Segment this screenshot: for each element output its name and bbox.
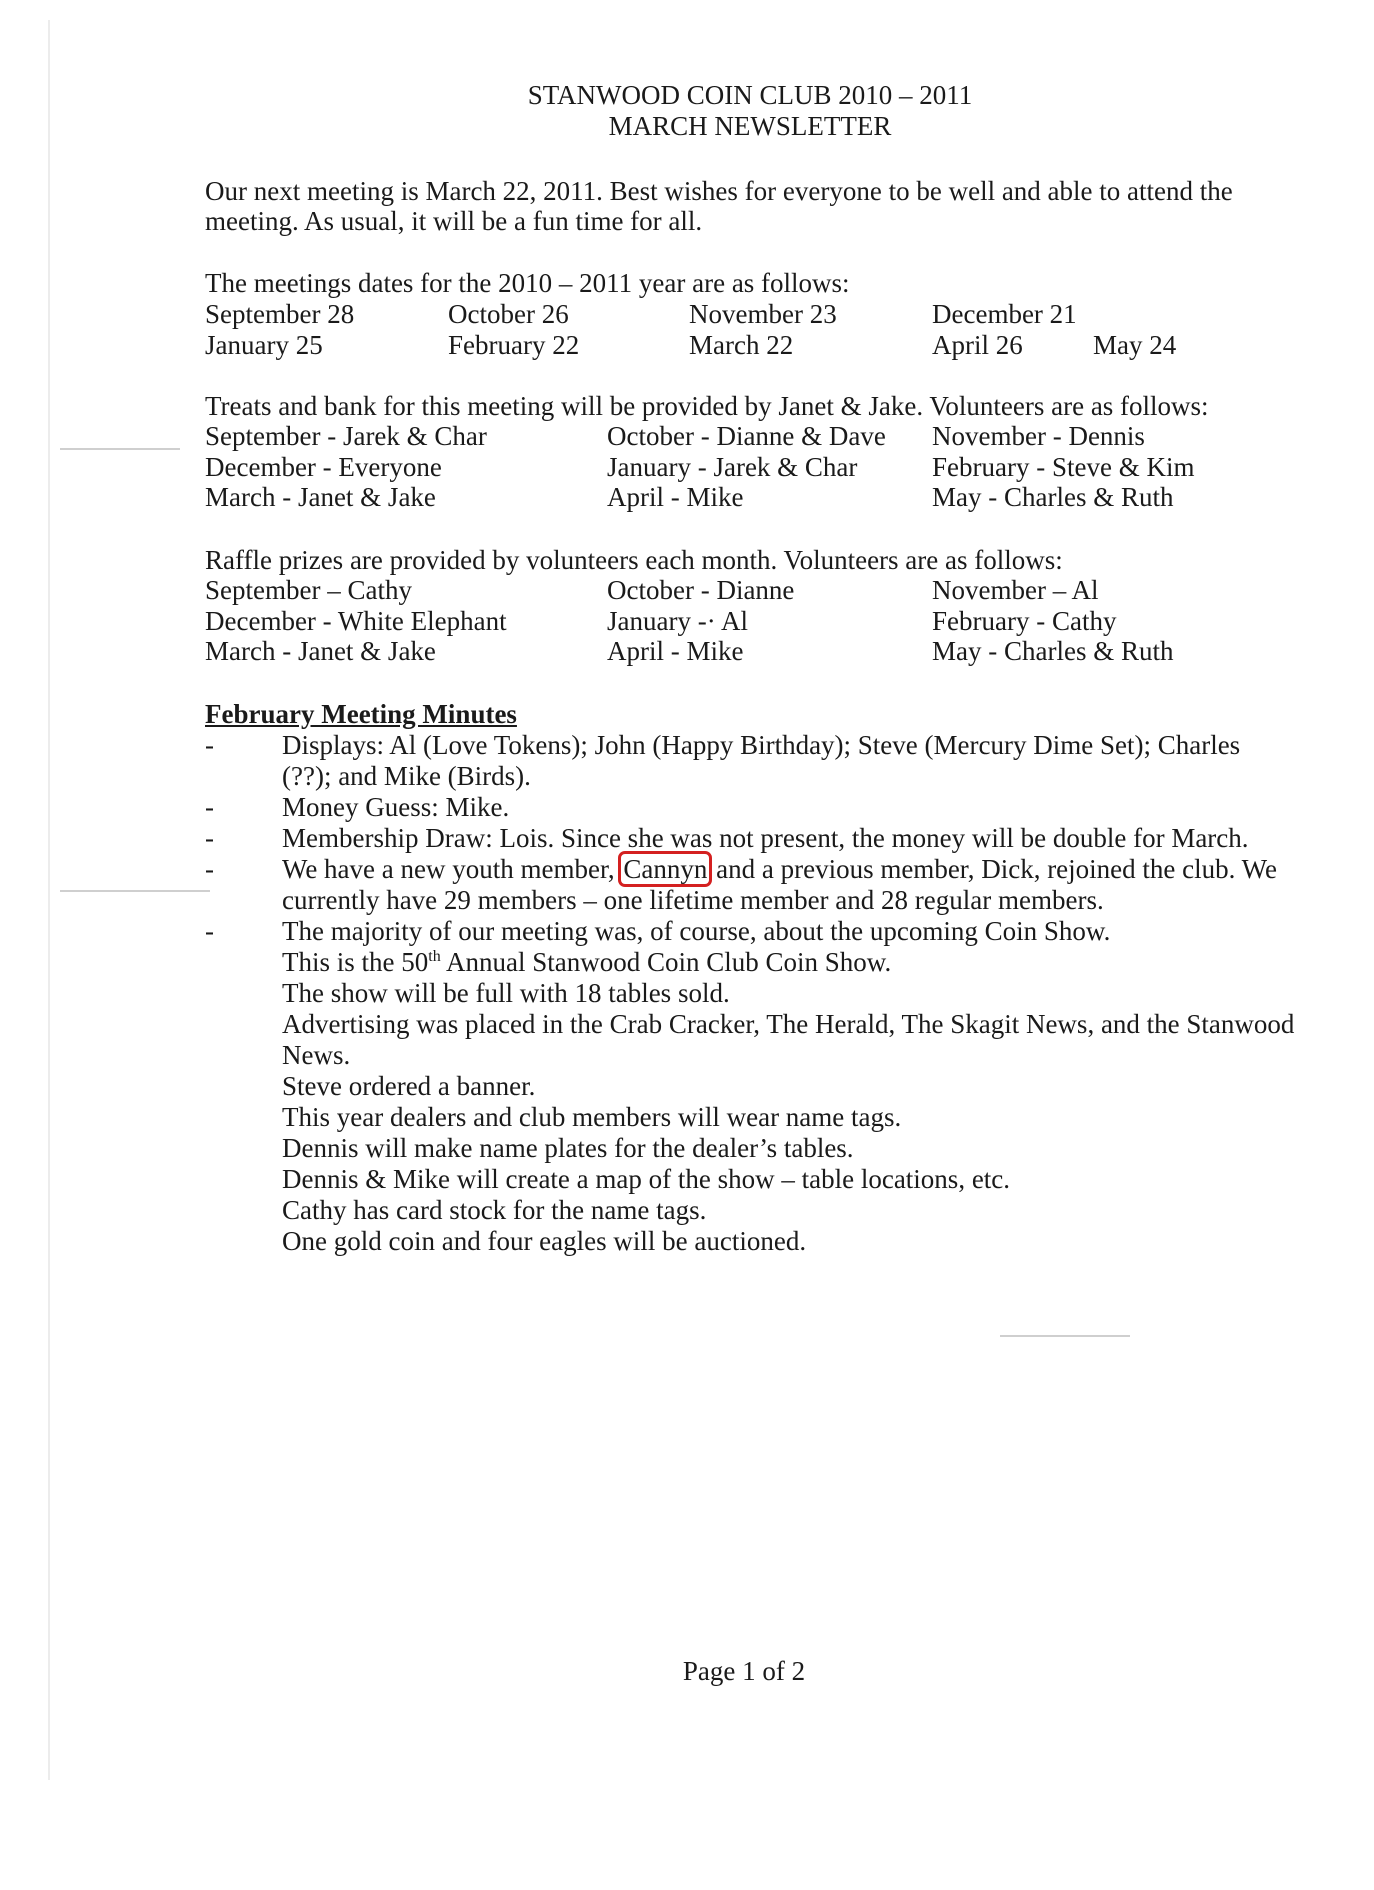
- meeting-date: January 25: [205, 330, 323, 360]
- meeting-date: October 26: [448, 299, 569, 329]
- raffle-volunteer: November – Al: [932, 575, 1099, 605]
- meeting-date: November 23: [689, 299, 837, 329]
- treats-volunteer: February - Steve & Kim: [932, 452, 1195, 482]
- bullet-dash: -: [205, 792, 214, 822]
- treats-volunteer: September - Jarek & Char: [205, 421, 487, 451]
- ordinal-suffix: th: [428, 948, 441, 965]
- raffle-volunteer: September – Cathy: [205, 575, 412, 605]
- minutes-item: Advertising was placed in the Crab Cracker, The Herald, The Skagit News, and the Stanwood: [282, 1009, 1295, 1039]
- treats-volunteer: December - Everyone: [205, 452, 442, 482]
- raffle-volunteer: January -· Al: [607, 606, 748, 636]
- meetings-intro: The meetings dates for the 2010 – 2011 year are as follows:: [205, 268, 850, 298]
- treats-volunteer: November - Dennis: [932, 421, 1145, 451]
- member-text: We have a new youth member,: [282, 854, 622, 884]
- minutes-item: Displays: Al (Love Tokens); John (Happy Birthday); Steve (Mercury Dime Set); Charles: [282, 730, 1241, 760]
- show-text: This is the 50: [282, 947, 429, 977]
- raffle-volunteer: February - Cathy: [932, 606, 1117, 636]
- treats-volunteer: October - Dianne & Dave: [607, 421, 886, 451]
- member-text: and a previous member, Dick, rejoined the club. We: [709, 854, 1277, 884]
- intro-line: meeting. As usual, it will be a fun time for all.: [205, 206, 703, 236]
- treats-intro: Treats and bank for this meeting will be provided by Janet & Jake. Volunteers are as follows:: [205, 391, 1209, 421]
- bleed-through-line: [60, 890, 210, 892]
- bleed-through-line: [60, 448, 180, 450]
- minutes-item: One gold coin and four eagles will be auctioned.: [282, 1226, 807, 1256]
- minutes-item: Membership Draw: Lois. Since she was not present, the money will be double for March.: [282, 823, 1249, 853]
- minutes-item: News.: [282, 1040, 351, 1070]
- raffle-volunteer: October - Dianne: [607, 575, 795, 605]
- bullet-dash: -: [205, 730, 214, 760]
- treats-volunteer: March - Janet & Jake: [205, 482, 436, 512]
- minutes-item: Steve ordered a banner.: [282, 1071, 536, 1101]
- raffle-volunteer: March - Janet & Jake: [205, 636, 436, 666]
- minutes-item: Money Guess: Mike.: [282, 792, 510, 822]
- highlighted-member-name: Cannyn: [623, 854, 708, 884]
- minutes-item: The majority of our meeting was, of course, about the upcoming Coin Show.: [282, 916, 1111, 946]
- meeting-date: February 22: [448, 330, 580, 360]
- raffle-volunteer: May - Charles & Ruth: [932, 636, 1174, 666]
- minutes-item: [282, 947, 891, 978]
- minutes-item: Cathy has card stock for the name tags.: [282, 1195, 707, 1225]
- meeting-date: March 22: [689, 330, 794, 360]
- intro-line: Our next meeting is March 22, 2011. Best wishes for everyone to be well and able to attend the: [205, 176, 1233, 206]
- page-number: Page 1 of 2: [682, 1656, 806, 1686]
- show-text: Annual Stanwood Coin Club Coin Show.: [440, 947, 892, 977]
- minutes-heading: February Meeting Minutes: [205, 699, 517, 729]
- treats-volunteer: May - Charles & Ruth: [932, 482, 1174, 512]
- meeting-date: April 26: [932, 330, 1023, 360]
- bullet-dash: -: [205, 854, 214, 884]
- treats-volunteer: April - Mike: [607, 482, 744, 512]
- raffle-intro: Raffle prizes are provided by volunteers each month. Volunteers are as follows:: [205, 545, 1063, 575]
- minutes-item: (??); and Mike (Birds).: [282, 761, 531, 791]
- minutes-item: [282, 854, 1277, 885]
- meeting-date: September 28: [205, 299, 355, 329]
- newsletter-title: STANWOOD COIN CLUB 2010 – 2011: [527, 80, 973, 110]
- raffle-volunteer: April - Mike: [607, 636, 744, 666]
- minutes-item: Dennis will make name plates for the dealer’s tables.: [282, 1133, 854, 1163]
- bullet-dash: -: [205, 916, 214, 946]
- minutes-item: The show will be full with 18 tables sold.: [282, 978, 730, 1008]
- newsletter-subtitle: MARCH NEWSLETTER: [608, 111, 892, 141]
- minutes-item: This year dealers and club members will wear name tags.: [282, 1102, 902, 1132]
- minutes-item: Dennis & Mike will create a map of the show – table locations, etc.: [282, 1164, 1011, 1194]
- minutes-item: currently have 29 members – one lifetime member and 28 regular members.: [282, 885, 1104, 915]
- bullet-dash: -: [205, 823, 214, 853]
- scan-edge: [48, 20, 50, 1780]
- raffle-volunteer: December - White Elephant: [205, 606, 507, 636]
- meeting-date: May 24: [1093, 330, 1177, 360]
- treats-volunteer: January - Jarek & Char: [607, 452, 858, 482]
- meeting-date: December 21: [932, 299, 1077, 329]
- bleed-through-line: [1000, 1335, 1130, 1337]
